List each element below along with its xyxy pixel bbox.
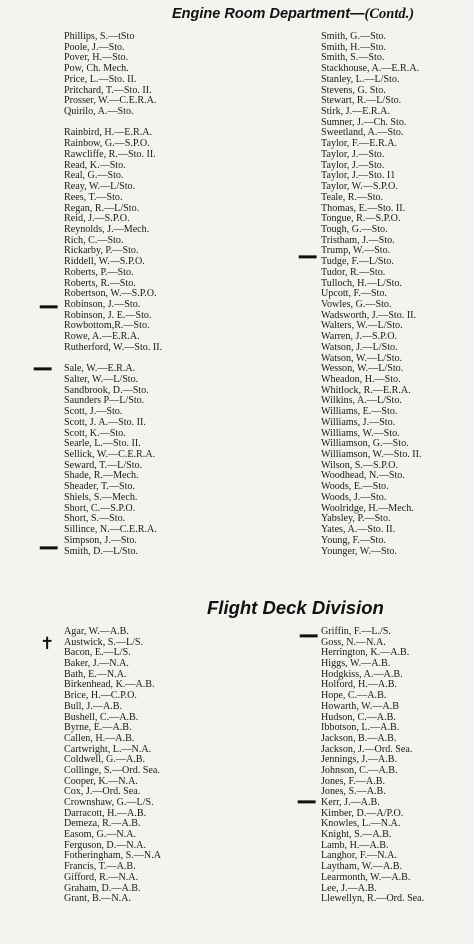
roster-entry: Williamson, W.—Sto. II. (321, 449, 422, 461)
roster-entry: Hudson, C.—A.B. (321, 711, 396, 723)
roster-entry: Pow, Ch. Mech. (64, 63, 129, 75)
roster-entry: Stanley, L.—L/Sto. (321, 73, 400, 85)
roster-entry: Smith, D.—L/Sto. (64, 545, 139, 557)
roster-entry: Searle, L.—Sto. II. (64, 438, 141, 450)
roster-entry: Goss, N.—N.A. (321, 636, 386, 648)
roster-entry: Tudor, R.—Sto. (321, 266, 386, 278)
roster-entry: Darracott, H.—A.B. (64, 807, 147, 819)
roster-entry: Jackson, B.—A.B. (321, 732, 397, 744)
roster-entry: Holford, H.—A.B. (321, 679, 397, 691)
roster-entry: Ibbotson, L.—A.B. (321, 722, 400, 734)
roster-entry: Taylor, J.—Sto. I1 (321, 170, 396, 182)
roster-entry: Reynolds, J.—Mech. (64, 223, 150, 235)
roster-entry: Hodgkiss, A.—A.B. (321, 668, 403, 680)
roster-entry: Vowles, G.—Sto. (321, 298, 392, 310)
roster-entry: Rowbottom,R.—Sto. (64, 320, 150, 332)
roster-entry: Simpson, J.—Sto. (64, 534, 137, 546)
roster-entry: Stewart, R.—L/Sto. (321, 95, 402, 107)
roster-entry: Woods, J.—Sto. (321, 491, 387, 503)
roster-entry: Wilson, S.—S.P.O. (321, 459, 398, 471)
roster-entry: Wheadon, H.—Sto. (321, 374, 401, 385)
roster-entry: Tongue, R.—S.P.O. (321, 213, 401, 225)
margin-arrow-mark: ━ (300, 626, 318, 647)
roster-entry: Younger, W.—Sto. (321, 545, 397, 557)
roster-entry: Tulloch, H.—L/Sto. (321, 277, 402, 289)
roster-entry: Jones, S.—A.B. (321, 786, 386, 798)
margin-arrow-mark: ━ (40, 297, 58, 318)
engine-room-heading (172, 6, 414, 23)
roster-entry: Knight, S.—A.B. (321, 829, 392, 841)
roster-entry: Yates, A.—Sto. II. (321, 524, 396, 536)
roster-entry: Jones, F.—A.B. (321, 775, 385, 787)
roster-entry: Higgs, W.—A.B. (321, 658, 391, 670)
roster-entry: Saunders P—L/Sto. (64, 395, 145, 407)
roster-entry: Rich, C.—Sto. (64, 234, 124, 246)
roster-entry: Johnson, C.—A.B. (321, 764, 398, 776)
flight-deck-heading: Flight Deck Division (207, 597, 384, 618)
roster-entry: Scott, J. A.—Sto. II. (64, 416, 146, 428)
margin-arrow-mark: ━ (40, 538, 58, 559)
roster-entry: Kimber, D.—A/P.O. (321, 807, 404, 819)
roster-entry: Trump, W.—Sto. (321, 245, 391, 257)
roster-entry: Bushell, C.—A.B. (64, 711, 139, 723)
roster-entry: Rainbow, G.—S.P.O. (64, 138, 150, 150)
roster-entry: Shade, R.—Mech. (64, 470, 139, 482)
roster-entry: Thomas, E.—Sto. II. (321, 202, 406, 214)
roster-entry: Seward, T.—L/Sto. (64, 459, 143, 471)
roster-entry: Pritchard, T.—Sto. II. (64, 84, 152, 96)
roster-entry: Herrington, K.—A.B. (321, 647, 410, 659)
roster-entry: Scott, K.—Sto. (64, 427, 126, 439)
roster-entry: Salter, W.—L/Sto. (64, 374, 139, 385)
roster-entry: Woodhead, N.—Sto. (321, 470, 405, 482)
roster-entry: Knowles, L.—N.A. (321, 818, 401, 830)
engine-room-left-column (64, 32, 162, 557)
roster-entry: Griffin, F.—L./S. (321, 626, 391, 637)
roster-entry: Cartwright, L.—N.A. (64, 743, 152, 755)
roster-entry: Young, F.—Sto. (321, 534, 386, 546)
roster-entry: Watson, J.—L/Sto. (321, 341, 398, 353)
roster-entry: Easom, G.—N.A. (64, 829, 137, 841)
roster-entry: Bacon, E.—L/S. (64, 647, 131, 659)
roster-entry: Sumner, J.—Ch. Sto. (321, 116, 407, 128)
flight-deck-left-column (64, 627, 161, 905)
roster-entry: Jennings, J.—A.B. (321, 754, 397, 766)
roster-entry: Sandbrook, D.—Sto. (64, 384, 149, 396)
roster-entry: Williamson, G.—Sto. (321, 438, 409, 450)
roster-entry: Taylor, J.—Sto. (321, 159, 385, 171)
engine-room-heading-contd: (Contd.) (364, 6, 415, 22)
roster-entry: Roberts, P.—Sto. (64, 266, 134, 278)
roster-entry: Cooper, K.—N.A. (64, 775, 138, 787)
roster-entry: Stackhouse, A.—E.R.A. (321, 63, 420, 75)
roster-entry: Bull, J.—A.B. (64, 700, 123, 712)
roster-entry: Fotheringham, S.—N.A (64, 850, 162, 862)
roster-entry: Sweetland, A.—Sto. (321, 127, 404, 139)
roster-entry: Short, C.—S.P.O. (64, 502, 136, 514)
roster-entry: Sellick, W.—C.E.R.A. (64, 449, 156, 461)
roster-entry: Warren, J.—S.P.O. (321, 331, 398, 343)
roster-entry: Riddell, W.—S.P.O. (64, 256, 145, 268)
roster-entry: Reid, J.—S.P.O. (64, 213, 130, 225)
engine-room-heading-text: Engine Room Department— (172, 6, 365, 22)
roster-entry: Roberts, R.—Sto. (64, 277, 136, 289)
roster-entry: Teale, R.—Sto. (321, 191, 384, 203)
roster-entry: Wesson, W.—L/Sto. (321, 363, 404, 375)
roster-entry: Wilkins, A.—L/Sto. (321, 395, 402, 407)
roster-entry: Short, S.—Sto. (64, 513, 126, 525)
roster-entry: Taylor, F.—E.R.A. (321, 138, 398, 150)
roster-entry: Williams, W.—Sto. (321, 427, 400, 439)
roster-entry: Robertson, W.—S.P.O. (64, 288, 157, 300)
roster-entry: Langhor, F.—N.A. (321, 850, 397, 862)
roster-entry: Phillips, S.—tSto (64, 31, 135, 42)
roster-entry: Kerr, J.—A.B. (321, 797, 380, 808)
roster-entry: Sillince, N.—C.E.R.A. (64, 524, 157, 536)
roster-entry: Brice, H.—C.P.O. (64, 690, 137, 702)
roster-entry: Scott, J.—Sto. (64, 406, 123, 418)
roster-entry: Tudge, F.—L/Sto. (321, 256, 394, 268)
roster-entry: Smith, H.—Sto. (321, 41, 387, 53)
margin-arrow-mark: ━ (34, 359, 52, 380)
roster-entry: Jackson, J.—Ord. Sea. (321, 743, 413, 755)
roster-entry: Tristham, J.—Sto. (321, 234, 395, 246)
roster-entry: Rainbird, H.—E.R.A. (64, 127, 153, 139)
roster-entry: Walters, W.—L/Sto. (321, 320, 403, 332)
roster-entry: Hope, C.—A.B. (321, 690, 387, 702)
roster-entry: Taylor, J.—Sto. (321, 148, 385, 160)
roster-entry: Watson, W.—L/Sto. (321, 352, 403, 364)
roster-entry: Woolridge, H.—Mech. (321, 502, 414, 514)
roster-entry: Francis, T.—A.B. (64, 861, 136, 873)
roster-entry: Price, L.—Sto. II. (64, 73, 137, 85)
roster-entry: Cox, J.—Ord. Sea. (64, 786, 141, 798)
roster-entry: Real, G.—Sto. (64, 170, 124, 182)
roster-entry: Stevens, G. Sto. (321, 84, 386, 96)
roster-entry: Laytham, W.—A.B. (321, 861, 403, 873)
roster-entry: Grant, B.—N.A. (64, 893, 132, 905)
roster-entry: Sale, W.—E.R.A. (64, 363, 136, 375)
roster-entry: Quirilo, A.—Sto. (64, 106, 134, 118)
roster-entry: Tough, G.—Sto. (321, 223, 388, 235)
roster-entry: Austwick, S.—L/S. (64, 636, 144, 648)
roster-entry: Coldwell, G.—A.B. (64, 754, 146, 766)
roster-entry: Read, K.—Sto. (64, 159, 126, 171)
roster-entry: Smith, S.—Sto. (321, 52, 385, 64)
roster-entry: Yabsley, P.—Sto. (321, 513, 391, 525)
roster-entry: Lamb, H.—A.B. (321, 839, 389, 851)
engine-room-right-column (321, 32, 422, 557)
roster-entry: Poole, J.—Sto. (64, 41, 125, 53)
roster-entry: Shiels, S.—Mech. (64, 491, 138, 503)
roster-entry: Ferguson, D.—N.A. (64, 839, 146, 851)
roster-entry: Callen, H.—A.B. (64, 732, 135, 744)
roster-entry: Reay, W.—L/Sto. (64, 181, 136, 193)
roster-entry: Rowe, A.—E.R.A. (64, 331, 140, 343)
roster-entry: Bath, E.—N.A. (64, 668, 127, 680)
roster-entry: Graham, D.—A.B. (64, 882, 141, 894)
roster-entry: Robinson, J.—Sto. (64, 298, 141, 310)
roster-entry: Williams, J.—Sto. (321, 416, 396, 428)
roster-entry: Crownshaw, G.—L/S. (64, 797, 154, 808)
roster-entry: Williams, E.—Sto. (321, 406, 398, 418)
roster-entry: Demeza, R.—A.B. (64, 818, 141, 830)
roster-entry: Lee, J.—A.B. (321, 882, 377, 894)
roster-entry: Gifford, R.—N.A. (64, 871, 139, 883)
roster-entry: Stirk, J.—E.R.A. (321, 106, 390, 118)
roster-entry: Rawcliffe, R.—Sto. II. (64, 148, 156, 160)
roster-entry: Woods, E.—Sto. (321, 481, 389, 493)
roster-entry: Robinson, J. E.—Sto. (64, 309, 152, 321)
margin-cross-mark: ✝ (40, 634, 55, 654)
margin-arrow-mark: ━ (298, 792, 316, 813)
roster-entry: Byrne, E.—A.B. (64, 722, 132, 734)
roster-entry: Learmonth, W.—A.B. (321, 871, 411, 883)
flight-deck-right-column (321, 627, 424, 905)
margin-arrow-mark: ━ (299, 247, 317, 268)
roster-entry: Llewellyn, R.—Ord. Sea. (321, 893, 425, 905)
roster-entry: Smith, G.—Sto. (321, 31, 387, 42)
roster-entry: Howarth, W.—A.B (321, 700, 399, 712)
roster-entry: Wadsworth, J.—Sto. II. (321, 309, 417, 321)
roster-entry: Pover, H.—Sto. (64, 52, 129, 64)
roster-entry: Baker, J.—N.A. (64, 658, 129, 670)
roster-entry: Prosser, W.—C.E.R.A. (64, 95, 157, 107)
roster-entry: Agar, W.—A.B. (64, 626, 129, 637)
roster-entry: Taylor, W.—S.P.O. (321, 181, 398, 193)
roster-entry: Regan, R.—L/Sto. (64, 202, 140, 214)
roster-entry: Rees, T.—Sto. (64, 191, 123, 203)
roster-entry: Birkenhead, K.—A.B. (64, 679, 155, 691)
roster-entry: Rickarby, P.—Sto. (64, 245, 139, 257)
roster-entry: Sheader, T.—Sto. (64, 481, 135, 493)
roster-entry: Whitlock, R.—E.R.A. (321, 384, 411, 396)
roster-entry: Collinge, S.—Ord. Sea. (64, 764, 160, 776)
roster-entry: Rutherford, W.—Sto. II. (64, 341, 163, 353)
roster-entry: Upcott, F.—Sto. (321, 288, 387, 300)
